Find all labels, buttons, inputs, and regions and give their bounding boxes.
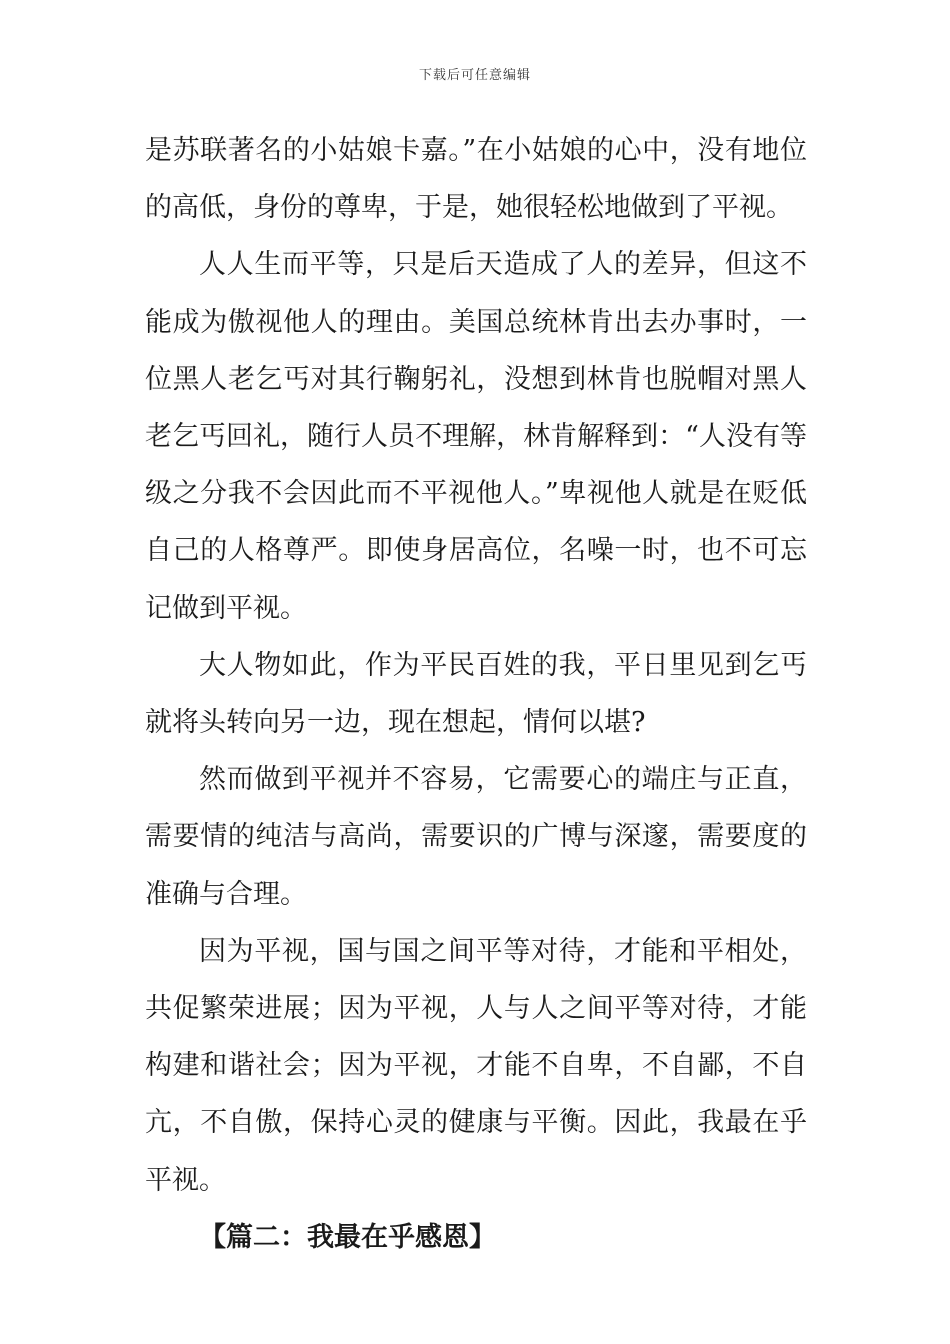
page-header: 下载后可任意编辑 [418,68,531,83]
paragraph-1: 是苏联著名的小姑娘卡嘉。”在小姑娘的心中，没有地位的高低，身份的尊卑，于是，她很轻松地做到了平视。 [145,135,807,224]
paragraph-2: 人人生而平等，只是后天造成了人的差异，但这不能成为傲视他人的理由。美国总统林肯出去办事时，一位黑人老乞丐对其行鞠躬礼，没想到林肯也脱帽对黑人老乞丐回礼，随行人员不理解，林肯解释到：“人没有等级之分我不会因此而不平视他人。”卑视他人就是在贬低自己的人格尊严。即使身居高位，名噪一时，也不可忘记做到平视。 [145,249,807,624]
paragraph-5: 因为平视，国与国之间平等对待，才能和平相处，共促繁荣进展；因为平视，人与人之间平等对待，才能构建和谐社会；因为平视，才能不自卑，不自鄙，不自亢，不自傲，保持心灵的健康与平衡。因此，我最在乎平视。 [145,935,807,1196]
section-title: 【篇二：我最在乎感恩】 [199,1221,496,1253]
document-body [145,122,807,1266]
paragraph-3: 大人物如此，作为平民百姓的我，平日里见到乞丐就将头转向另一边，现在想起，情何以堪? [145,649,807,739]
paragraph-4: 然而做到平视并不容易，它需要心的端庄与正直，需要情的纯洁与高尚，需要识的广博与深邃，需要度的准确与合理。 [145,764,807,910]
